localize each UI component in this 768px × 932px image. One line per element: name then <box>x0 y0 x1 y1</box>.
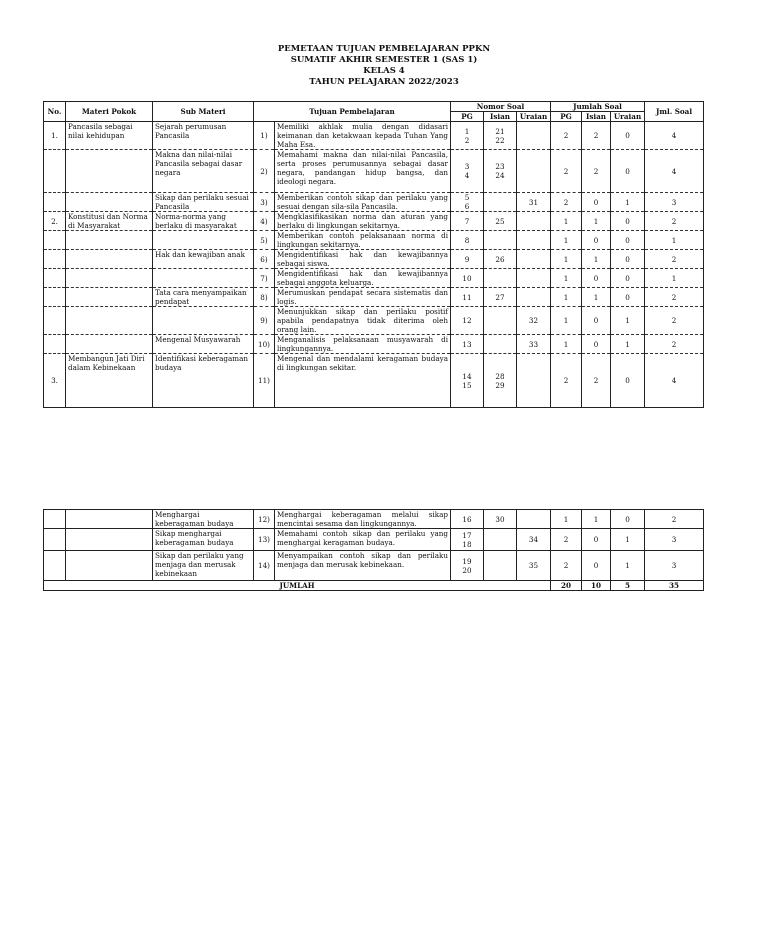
tp-number: 7) <box>254 269 275 288</box>
jumlah-uraian: 1 <box>611 307 645 335</box>
title-line: KELAS 4 <box>363 66 405 76</box>
header-uraian: Uraian <box>517 112 551 122</box>
jml-soal: 2 <box>645 288 704 307</box>
jml-soal: 2 <box>645 510 704 529</box>
tp-number: 3) <box>254 193 275 212</box>
materi-pokok: Membangun Jati Diri dalam Kebinekaan <box>66 354 153 408</box>
tp-number: 2) <box>254 150 275 193</box>
question-number: 18 <box>462 539 472 549</box>
nomor-isian <box>484 150 517 193</box>
total-jml: 35 <box>645 581 704 591</box>
tujuan-pembelajaran: Memberikan contoh sikap dan perilaku yang sesuai dengan sila-sila Pancasila. <box>275 193 451 212</box>
question-number: 1 <box>464 126 470 136</box>
nomor-isian <box>484 250 517 269</box>
question-number: 24 <box>495 171 505 180</box>
row-no <box>44 335 66 354</box>
table-row <box>44 551 704 581</box>
jumlah-pg: 1 <box>551 510 582 529</box>
table-row <box>44 212 704 231</box>
jumlah-isian: 0 <box>582 231 611 250</box>
jumlah-isian: 0 <box>582 269 611 288</box>
table-row <box>44 122 704 150</box>
tp-number: 8) <box>254 288 275 307</box>
header-sub: Sub Materi <box>153 102 254 122</box>
nomor-isian <box>484 510 517 529</box>
table-row <box>44 529 704 551</box>
question-number: 25 <box>495 216 505 226</box>
sub-materi: Identifikasi keberagaman budaya <box>153 354 254 408</box>
jumlah-isian: 0 <box>582 335 611 354</box>
nomor-isian <box>484 122 517 150</box>
jumlah-uraian: 0 <box>611 354 645 408</box>
jml-soal: 1 <box>645 269 704 288</box>
jml-soal: 4 <box>645 122 704 150</box>
tp-number: 10) <box>254 335 275 354</box>
jumlah-pg: 2 <box>551 551 582 581</box>
question-number: 10 <box>462 273 472 283</box>
jumlah-isian: 2 <box>582 354 611 408</box>
table-row <box>44 288 704 307</box>
question-number: 30 <box>495 514 505 524</box>
jml-soal: 3 <box>645 193 704 212</box>
materi-pokok <box>66 150 153 193</box>
question-number: 32 <box>528 316 539 325</box>
materi-pokok <box>66 551 153 581</box>
row-no <box>44 231 66 250</box>
sub-materi: Hak dan kewajiban anak <box>153 250 254 269</box>
jumlah-uraian: 0 <box>611 269 645 288</box>
jumlah-pg: 1 <box>551 231 582 250</box>
title-line: TAHUN PELAJARAN 2022/2023 <box>309 77 459 87</box>
header-isian: Isian <box>484 112 517 122</box>
jumlah-isian: 1 <box>582 250 611 269</box>
question-number: 3 <box>464 162 470 171</box>
jumlah-uraian: 1 <box>611 551 645 581</box>
nomor-pg <box>451 354 484 408</box>
tp-number: 12) <box>254 510 275 529</box>
nomor-pg <box>451 551 484 581</box>
nomor-uraian <box>517 150 551 193</box>
nomor-uraian <box>517 193 551 212</box>
question-number: 20 <box>462 565 472 575</box>
header-tujuan: Tujuan Pembelajaran <box>254 102 451 122</box>
tujuan-pembelajaran: Mengklasifikasikan norma dan aturan yang berlaku di lingkungan sekitarnya. <box>275 212 451 231</box>
header-uraian: Uraian <box>611 112 645 122</box>
header-no: No. <box>44 102 66 122</box>
nomor-pg <box>451 122 484 150</box>
jumlah-pg: 1 <box>551 288 582 307</box>
nomor-uraian <box>517 122 551 150</box>
sub-materi <box>153 307 254 335</box>
jumlah-pg: 2 <box>551 193 582 212</box>
nomor-uraian <box>517 212 551 231</box>
nomor-uraian <box>517 335 551 354</box>
nomor-pg <box>451 307 484 335</box>
row-no <box>44 150 66 193</box>
row-no: 1. <box>44 122 66 150</box>
jumlah-uraian: 0 <box>611 250 645 269</box>
mapping-table <box>43 101 704 408</box>
question-number: 28 <box>495 371 505 381</box>
tujuan-pembelajaran: Mengenal dan mendalami keragaman budaya di lingkungan sekitar. <box>275 354 451 408</box>
tujuan-pembelajaran: Merumuskan pendapat secara sistematis dan logis. <box>275 288 451 307</box>
jumlah-pg: 2 <box>551 122 582 150</box>
total-row <box>44 581 704 591</box>
nomor-uraian <box>517 354 551 408</box>
nomor-pg <box>451 231 484 250</box>
table-row <box>44 510 704 529</box>
nomor-isian <box>484 269 517 288</box>
jumlah-pg: 2 <box>551 150 582 193</box>
nomor-uraian <box>517 269 551 288</box>
tujuan-pembelajaran: Memahami makna dan nilai-nilai Pancasila, serta proses perumusannya sebagai dasar negara, pandangan hidup bangsa, dan ideologi negara. <box>275 150 451 193</box>
row-no: 3. <box>44 354 66 408</box>
tujuan-pembelajaran: Menunjukkan sikap dan perilaku positif apabila pendapatnya tidak diterima oleh orang lain. <box>275 307 451 335</box>
jml-soal: 3 <box>645 529 704 551</box>
sub-materi: Sejarah perumusan Pancasila <box>153 122 254 150</box>
sub-materi: Mengenal Musyawarah <box>153 335 254 354</box>
title-line: SUMATIF AKHIR SEMESTER 1 (SAS 1) <box>290 55 478 65</box>
jumlah-isian: 2 <box>582 150 611 193</box>
jumlah-pg: 2 <box>551 529 582 551</box>
jumlah-isian: 0 <box>582 529 611 551</box>
row-no <box>44 529 66 551</box>
jumlah-pg: 1 <box>551 307 582 335</box>
question-number: 14 <box>462 371 472 381</box>
tp-number: 13) <box>254 529 275 551</box>
question-number: 27 <box>495 292 505 302</box>
nomor-isian <box>484 231 517 250</box>
header-jumlah-soal: Jumlah Soal <box>551 102 645 112</box>
jml-soal: 2 <box>645 307 704 335</box>
row-no: 2. <box>44 212 66 231</box>
nomor-isian <box>484 288 517 307</box>
total-label: JUMLAH <box>44 581 551 591</box>
nomor-pg <box>451 288 484 307</box>
sub-materi: Tata cara menyampaikan pendapat <box>153 288 254 307</box>
nomor-pg <box>451 510 484 529</box>
tujuan-pembelajaran: Menghargai keberagaman melalui sikap mencintai sesama dan lingkungannya. <box>275 510 451 529</box>
jumlah-uraian: 0 <box>611 122 645 150</box>
table-row <box>44 231 704 250</box>
sub-materi <box>153 269 254 288</box>
question-number: 2 <box>464 135 470 145</box>
question-number: 31 <box>528 197 539 207</box>
nomor-uraian <box>517 551 551 581</box>
total-uraian: 5 <box>611 581 645 591</box>
table-row <box>44 307 704 335</box>
jumlah-isian: 2 <box>582 122 611 150</box>
document-title <box>0 44 768 88</box>
nomor-isian <box>484 551 517 581</box>
nomor-uraian <box>517 288 551 307</box>
question-number: 4 <box>464 171 470 180</box>
jumlah-uraian: 0 <box>611 150 645 193</box>
question-number: 12 <box>462 316 472 325</box>
tujuan-pembelajaran: Menganalisis pelaksanaan musyawarah di lingkungannya. <box>275 335 451 354</box>
row-no <box>44 510 66 529</box>
materi-pokok <box>66 529 153 551</box>
materi-pokok <box>66 193 153 212</box>
question-number: 11 <box>462 292 472 302</box>
row-no <box>44 288 66 307</box>
tp-number: 5) <box>254 231 275 250</box>
jml-soal: 2 <box>645 250 704 269</box>
nomor-pg <box>451 529 484 551</box>
question-number: 7 <box>464 216 470 226</box>
jumlah-isian: 0 <box>582 307 611 335</box>
sub-materi: Sikap menghargai keberagaman budaya <box>153 529 254 551</box>
row-no <box>44 250 66 269</box>
jml-soal: 4 <box>645 354 704 408</box>
jumlah-pg: 1 <box>551 212 582 231</box>
jumlah-isian: 1 <box>582 510 611 529</box>
sub-materi: Sikap dan perilaku sesuai Pancasila <box>153 193 254 212</box>
jumlah-isian: 1 <box>582 212 611 231</box>
total-pg: 20 <box>551 581 582 591</box>
jumlah-pg: 1 <box>551 269 582 288</box>
jumlah-isian: 0 <box>582 193 611 212</box>
materi-pokok <box>66 231 153 250</box>
tujuan-pembelajaran: Memahami contoh sikap dan perilaku yang menghargai keragaman budaya. <box>275 529 451 551</box>
tujuan-pembelajaran: Menyampaikan contoh sikap dan perilaku menjaga dan merusak kebinekaan. <box>275 551 451 581</box>
row-no <box>44 193 66 212</box>
table-row <box>44 335 704 354</box>
table-row <box>44 150 704 193</box>
question-number: 17 <box>462 530 472 540</box>
sub-materi: Norma-norma yang berlaku di masyarakat <box>153 212 254 231</box>
jumlah-isian: 1 <box>582 288 611 307</box>
materi-pokok <box>66 307 153 335</box>
materi-pokok <box>66 269 153 288</box>
tp-number: 6) <box>254 250 275 269</box>
question-number: 33 <box>528 339 539 349</box>
materi-pokok: Pancasila sebagai nilai kehidupan <box>66 122 153 150</box>
nomor-isian <box>484 354 517 408</box>
nomor-uraian <box>517 250 551 269</box>
total-isian: 10 <box>582 581 611 591</box>
jumlah-uraian: 0 <box>611 510 645 529</box>
nomor-pg <box>451 193 484 212</box>
title-line: PEMETAAN TUJUAN PEMBELAJARAN PPKN <box>277 44 491 54</box>
nomor-isian <box>484 307 517 335</box>
materi-pokok <box>66 250 153 269</box>
nomor-pg <box>451 250 484 269</box>
tp-number: 4) <box>254 212 275 231</box>
header-pg: PG <box>451 112 484 122</box>
nomor-uraian <box>517 307 551 335</box>
nomor-pg <box>451 150 484 193</box>
mapping-table-continued <box>43 509 704 591</box>
materi-pokok <box>66 335 153 354</box>
header-materi: Materi Pokok <box>66 102 153 122</box>
row-no <box>44 551 66 581</box>
nomor-pg <box>451 335 484 354</box>
table-row <box>44 250 704 269</box>
question-number: 15 <box>462 380 472 390</box>
nomor-isian <box>484 335 517 354</box>
materi-pokok: Konstitusi dan Norma di Masyarakat <box>66 212 153 231</box>
jumlah-uraian: 0 <box>611 212 645 231</box>
jml-soal: 2 <box>645 212 704 231</box>
tujuan-pembelajaran: Mengidentifikasi hak dan kewajibannya sebagai anggota keluarga. <box>275 269 451 288</box>
tp-number: 1) <box>254 122 275 150</box>
question-number: 34 <box>528 535 539 544</box>
tp-number: 14) <box>254 551 275 581</box>
sub-materi: Makna dan nilai-nilai Pancasila sebagai dasar negara <box>153 150 254 193</box>
table-row <box>44 193 704 212</box>
sub-materi: Sikap dan perilaku yang menjaga dan merusak kebinekaan <box>153 551 254 581</box>
question-number: 6 <box>464 202 470 211</box>
nomor-pg <box>451 212 484 231</box>
question-number: 9 <box>464 254 470 264</box>
jml-soal: 3 <box>645 551 704 581</box>
question-number: 8 <box>464 235 470 245</box>
jumlah-uraian: 0 <box>611 288 645 307</box>
row-no <box>44 269 66 288</box>
header-pg: PG <box>551 112 582 122</box>
question-number: 26 <box>495 254 505 264</box>
tujuan-pembelajaran: Mengidentifikasi hak dan kewajibannya sebagai siswa. <box>275 250 451 269</box>
jumlah-uraian: 1 <box>611 335 645 354</box>
nomor-pg <box>451 269 484 288</box>
question-number: 29 <box>495 380 505 390</box>
question-number: 13 <box>462 339 472 349</box>
materi-pokok <box>66 510 153 529</box>
jumlah-uraian: 1 <box>611 193 645 212</box>
jml-soal: 4 <box>645 150 704 193</box>
jumlah-isian: 0 <box>582 551 611 581</box>
jumlah-pg: 1 <box>551 335 582 354</box>
materi-pokok <box>66 288 153 307</box>
nomor-uraian <box>517 231 551 250</box>
nomor-isian <box>484 193 517 212</box>
nomor-uraian <box>517 510 551 529</box>
nomor-isian <box>484 212 517 231</box>
question-number: 19 <box>462 556 472 566</box>
question-number: 23 <box>495 162 505 171</box>
nomor-isian <box>484 529 517 551</box>
jumlah-uraian: 0 <box>611 231 645 250</box>
table-row <box>44 354 704 408</box>
question-number: 21 <box>495 126 505 136</box>
question-number: 5 <box>464 193 470 202</box>
jml-soal: 2 <box>645 335 704 354</box>
row-no <box>44 307 66 335</box>
sub-materi <box>153 231 254 250</box>
header-nomor-soal: Nomor Soal <box>451 102 551 112</box>
question-number: 16 <box>462 514 472 524</box>
jumlah-pg: 2 <box>551 354 582 408</box>
table-row <box>44 269 704 288</box>
jml-soal: 1 <box>645 231 704 250</box>
tujuan-pembelajaran: Memiliki akhlak mulia dengan didasari keimanan dan ketakwaan kepada Tuhan Yang Maha Esa. <box>275 122 451 150</box>
nomor-uraian <box>517 529 551 551</box>
tp-number: 9) <box>254 307 275 335</box>
jumlah-pg: 1 <box>551 250 582 269</box>
sub-materi: Menghargai keberagaman budaya <box>153 510 254 529</box>
header-jml: Jml. Soal <box>645 102 704 122</box>
tujuan-pembelajaran: Memberikan contoh pelaksanaan norma di lingkungan sekitarnya. <box>275 231 451 250</box>
header-isian: Isian <box>582 112 611 122</box>
tp-number: 11) <box>254 354 275 408</box>
question-number: 22 <box>495 135 505 145</box>
jumlah-uraian: 1 <box>611 529 645 551</box>
question-number: 35 <box>528 561 539 570</box>
